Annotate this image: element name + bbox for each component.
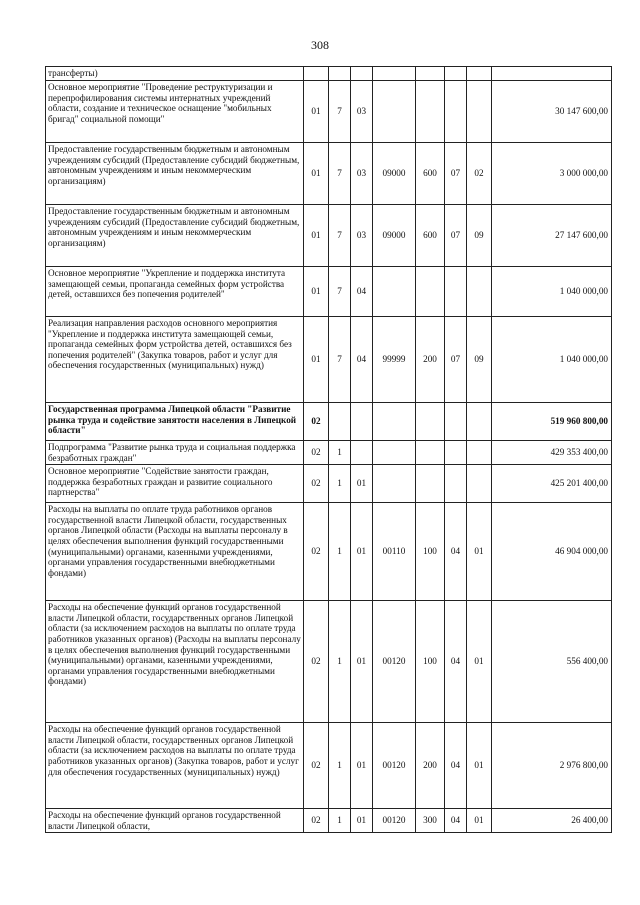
- cell-activity-code: 03: [351, 205, 373, 267]
- cell-section: [445, 403, 467, 441]
- cell-expense-type: [416, 465, 445, 503]
- table-row: [46, 81, 612, 143]
- cell-activity-code: 01: [351, 809, 373, 833]
- cell-subprogram-code: 7: [329, 317, 351, 403]
- cell-activity-code: [351, 67, 373, 81]
- cell-program-code: 01: [304, 205, 329, 267]
- cell-expense-type: 200: [416, 317, 445, 403]
- cell-program-code: 02: [304, 809, 329, 833]
- budget-table: [45, 66, 612, 833]
- cell-subprogram-code: 1: [329, 465, 351, 503]
- cell-name: Расходы на выплаты по оплате труда работников органов государственной власти Липецкой области, государственных органов Липецкой области (Расходы на выплаты персоналу в целях обеспечения выполнения функций государственными (муниципальными) органами, казенными учреждениями, органами управления государственными внебюджетными фондами): [46, 503, 304, 601]
- cell-name: Предоставление государственным бюджетным и автономным учреждениям субсидий (Предоставление субсидий бюджетным, автономным учреждениям и иным некоммерческим организациям): [46, 205, 304, 267]
- cell-direction-code: [373, 403, 416, 441]
- cell-expense-type: [416, 441, 445, 465]
- cell-subprogram-code: 1: [329, 441, 351, 465]
- cell-activity-code: 01: [351, 503, 373, 601]
- cell-direction-code: 00120: [373, 723, 416, 809]
- cell-direction-code: 99999: [373, 317, 416, 403]
- cell-expense-type: 300: [416, 809, 445, 833]
- cell-amount: [492, 67, 612, 81]
- cell-section: 04: [445, 601, 467, 723]
- cell-name: Основное мероприятие "Проведение реструктуризации и перепрофилирования системы интернатных учреждений области, создание и техническое оснащение "мобильных бригад" социальной помощи": [46, 81, 304, 143]
- cell-program-code: 01: [304, 317, 329, 403]
- cell-name: Основное мероприятие "Укрепление и поддержка института замещающей семьи, пропаганда семейных форм устройства детей, оставшихся без попечения родителей": [46, 267, 304, 317]
- cell-name: Расходы на обеспечение функций органов государственной власти Липецкой области, государственных органов Липецкой области (за исключением расходов на выплаты по оплате труда работников указанных органов) (Расходы на выплаты персоналу в целях обеспечения выполнения функций государственными (муниципальными) органами, казенными учреждениями, органами управления государственными внебюджетными фондами): [46, 601, 304, 723]
- cell-section: [445, 81, 467, 143]
- cell-subprogram-code: 1: [329, 601, 351, 723]
- cell-subprogram-code: 7: [329, 81, 351, 143]
- cell-program-code: 01: [304, 143, 329, 205]
- cell-section: 04: [445, 809, 467, 833]
- cell-program-code: [304, 67, 329, 81]
- cell-program-code: 01: [304, 267, 329, 317]
- cell-name: Государственная программа Липецкой области "Развитие рынка труда и содействие занятости населения в Липецкой области": [46, 403, 304, 441]
- cell-subsection: [467, 81, 492, 143]
- cell-name: трансферты): [46, 67, 304, 81]
- cell-activity-code: 01: [351, 465, 373, 503]
- cell-program-code: 02: [304, 403, 329, 441]
- cell-program-code: 02: [304, 601, 329, 723]
- cell-subprogram-code: [329, 67, 351, 81]
- cell-direction-code: [373, 67, 416, 81]
- cell-activity-code: 04: [351, 267, 373, 317]
- cell-amount: 519 960 800,00: [492, 403, 612, 441]
- cell-expense-type: 100: [416, 601, 445, 723]
- cell-expense-type: 600: [416, 205, 445, 267]
- cell-expense-type: [416, 67, 445, 81]
- cell-program-code: 02: [304, 465, 329, 503]
- cell-amount: 46 904 000,00: [492, 503, 612, 601]
- cell-name: Реализация направления расходов основного мероприятия "Укрепление и поддержка института замещающей семьи, пропаганда семейных форм устройства детей, оставшихся без попечения родителей" (Закупка товаров, работ и услуг для обеспечения государственных (муниципальных) нужд): [46, 317, 304, 403]
- cell-section: 07: [445, 205, 467, 267]
- cell-direction-code: 00120: [373, 601, 416, 723]
- table-row: [46, 809, 612, 833]
- table-row: [46, 503, 612, 601]
- cell-section: [445, 465, 467, 503]
- cell-subsection: [467, 465, 492, 503]
- cell-section: [445, 67, 467, 81]
- cell-program-code: 01: [304, 81, 329, 143]
- cell-direction-code: [373, 441, 416, 465]
- table-row: [46, 67, 612, 81]
- table-row: [46, 465, 612, 503]
- cell-subsection: [467, 403, 492, 441]
- cell-direction-code: [373, 267, 416, 317]
- cell-amount: 30 147 600,00: [492, 81, 612, 143]
- cell-activity-code: 04: [351, 317, 373, 403]
- cell-amount: 429 353 400,00: [492, 441, 612, 465]
- table-body: [46, 67, 612, 833]
- cell-section: 07: [445, 317, 467, 403]
- cell-subsection: 09: [467, 205, 492, 267]
- cell-subprogram-code: 7: [329, 205, 351, 267]
- cell-direction-code: [373, 81, 416, 143]
- cell-amount: 27 147 600,00: [492, 205, 612, 267]
- cell-amount: 1 040 000,00: [492, 317, 612, 403]
- cell-amount: 425 201 400,00: [492, 465, 612, 503]
- cell-amount: 3 000 000,00: [492, 143, 612, 205]
- cell-section: [445, 267, 467, 317]
- cell-activity-code: 01: [351, 723, 373, 809]
- cell-expense-type: 200: [416, 723, 445, 809]
- cell-subsection: [467, 267, 492, 317]
- table-row: [46, 317, 612, 403]
- cell-direction-code: 09000: [373, 143, 416, 205]
- cell-name: Основное мероприятие "Содействие занятости граждан, поддержка безработных граждан и развитие социального партнерства": [46, 465, 304, 503]
- cell-subsection: [467, 441, 492, 465]
- cell-direction-code: 00110: [373, 503, 416, 601]
- cell-expense-type: [416, 403, 445, 441]
- cell-section: 04: [445, 503, 467, 601]
- cell-subsection: 01: [467, 723, 492, 809]
- cell-activity-code: [351, 441, 373, 465]
- cell-amount: 556 400,00: [492, 601, 612, 723]
- cell-activity-code: 03: [351, 143, 373, 205]
- cell-subsection: 02: [467, 143, 492, 205]
- cell-subprogram-code: 7: [329, 267, 351, 317]
- cell-section: [445, 441, 467, 465]
- cell-amount: 2 976 800,00: [492, 723, 612, 809]
- cell-name: Расходы на обеспечение функций органов государственной власти Липецкой области, государственных органов Липецкой области (за исключением расходов на выплаты по оплате труда работников указанных органов) (Закупка товаров, работ и услуг для обеспечения государственных (муниципальных) нужд): [46, 723, 304, 809]
- cell-expense-type: [416, 81, 445, 143]
- cell-subprogram-code: 1: [329, 503, 351, 601]
- cell-direction-code: [373, 465, 416, 503]
- table-row: [46, 601, 612, 723]
- cell-name: Расходы на обеспечение функций органов государственной власти Липецкой области,: [46, 809, 304, 833]
- cell-program-code: 02: [304, 723, 329, 809]
- cell-section: 07: [445, 143, 467, 205]
- cell-amount: 1 040 000,00: [492, 267, 612, 317]
- table-row: [46, 205, 612, 267]
- cell-subprogram-code: [329, 403, 351, 441]
- table-row: [46, 723, 612, 809]
- cell-program-code: 02: [304, 441, 329, 465]
- cell-expense-type: 100: [416, 503, 445, 601]
- cell-activity-code: 01: [351, 601, 373, 723]
- page-number: 308: [311, 38, 329, 52]
- cell-section: 04: [445, 723, 467, 809]
- cell-activity-code: [351, 403, 373, 441]
- cell-subsection: 01: [467, 503, 492, 601]
- cell-subprogram-code: 1: [329, 809, 351, 833]
- cell-subsection: [467, 67, 492, 81]
- cell-expense-type: [416, 267, 445, 317]
- table-row: [46, 143, 612, 205]
- table-row: [46, 403, 612, 441]
- cell-subprogram-code: 1: [329, 723, 351, 809]
- cell-direction-code: 00120: [373, 809, 416, 833]
- cell-name: Предоставление государственным бюджетным и автономным учреждениям субсидий (Предоставление субсидий бюджетным, автономным учреждениям и иным некоммерческим организациям): [46, 143, 304, 205]
- table-row: [46, 441, 612, 465]
- cell-subprogram-code: 7: [329, 143, 351, 205]
- cell-program-code: 02: [304, 503, 329, 601]
- cell-name: Подпрограмма "Развитие рынка труда и социальная поддержка безработных граждан": [46, 441, 304, 465]
- cell-subsection: 09: [467, 317, 492, 403]
- cell-amount: 26 400,00: [492, 809, 612, 833]
- cell-subsection: 01: [467, 809, 492, 833]
- cell-expense-type: 600: [416, 143, 445, 205]
- cell-activity-code: 03: [351, 81, 373, 143]
- table-row: [46, 267, 612, 317]
- cell-subsection: 01: [467, 601, 492, 723]
- cell-direction-code: 09000: [373, 205, 416, 267]
